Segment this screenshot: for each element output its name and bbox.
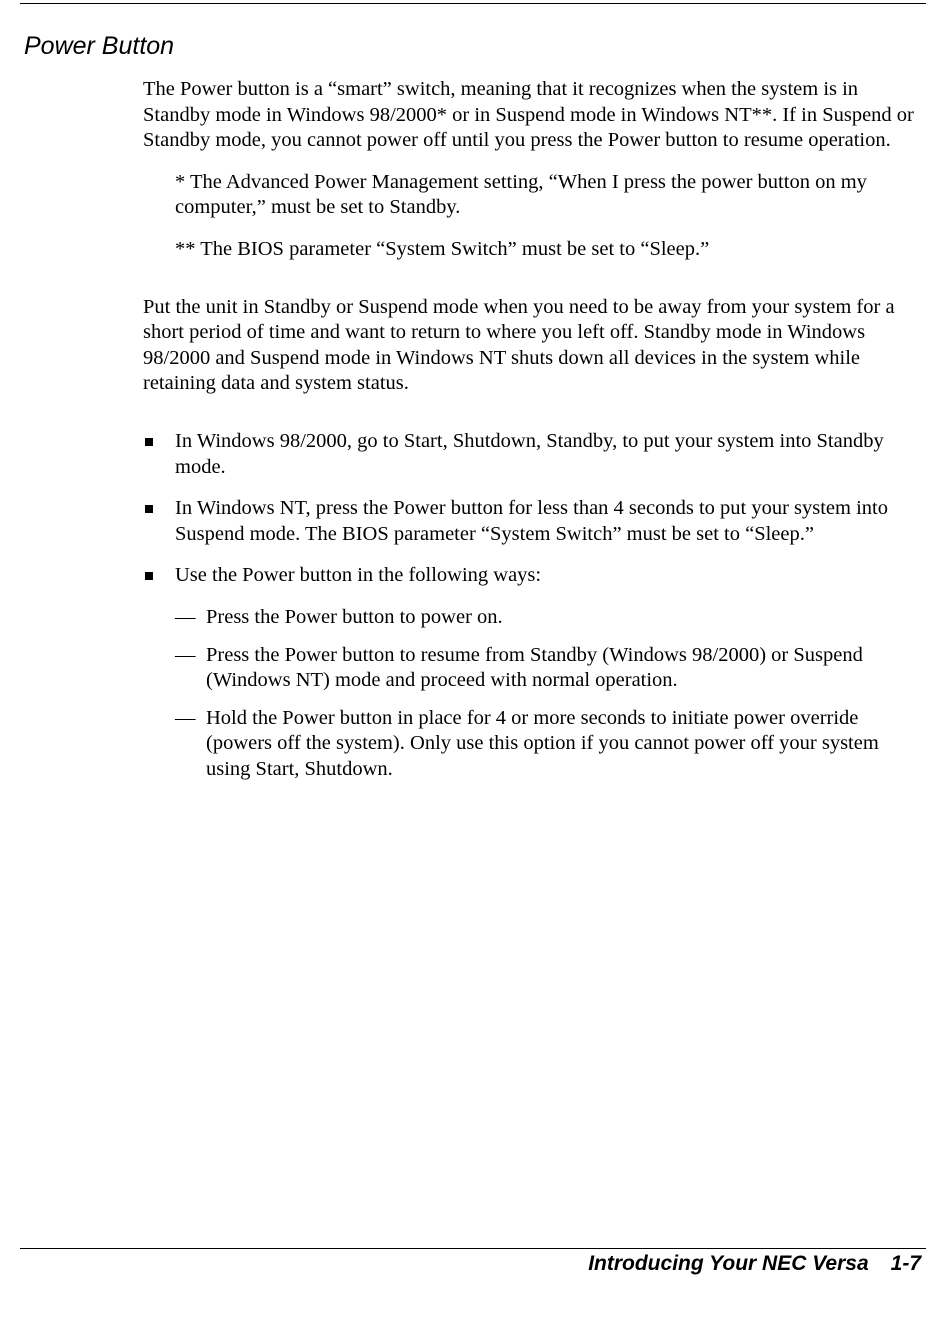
square-bullet-icon	[145, 505, 153, 513]
page-number: 1-7	[890, 1252, 921, 1275]
em-dash-marker: —	[175, 706, 196, 729]
square-bullet-icon	[145, 438, 153, 446]
dash-list-item	[143, 605, 923, 631]
em-dash-marker: —	[175, 605, 196, 628]
top-rule	[20, 3, 926, 4]
dash-item-text: Press the Power button to resume from Standby (Windows 98/2000) or Suspend (Windows NT) mode and proceed with normal operation.	[206, 643, 863, 692]
bullet-item	[143, 563, 923, 589]
footer-title: Introducing Your NEC Versa	[588, 1252, 869, 1275]
bullet-text: In Windows NT, press the Power button for less than 4 seconds to put your system into Suspend mode. The BIOS parameter “System Switch” must be set to “Sleep.”	[175, 497, 888, 545]
footnote-windows-98-2000: * The Advanced Power Management setting, “When I press the power button on my computer,” must be set to Standby.	[175, 170, 867, 219]
body-content	[143, 77, 923, 794]
section-title: Power Button	[24, 32, 175, 60]
dash-item-text: Hold the Power button in place for 4 or more seconds to initiate power override (powers off the system). Only use this option if you cannot power off your system using Start, Shutdown.	[206, 706, 879, 780]
bullet-text: Use the Power button in the following ways:	[175, 564, 542, 587]
dash-item-text: Press the Power button to power on.	[206, 605, 503, 628]
standby-suspend-paragraph: Put the unit in Standby or Suspend mode when you need to be away from your system for a short period of time and want to return to where you left off. Standby mode in Windows 98/2000 and Suspend mode in Windows NT shuts down all devices in the system while retaining data and system status.	[143, 295, 895, 395]
bottom-rule	[20, 1248, 926, 1249]
dash-list-item	[143, 706, 923, 783]
dash-list-item	[143, 643, 923, 694]
footnote-windows-nt: ** The BIOS parameter “System Switch” must be set to “Sleep.”	[175, 237, 710, 260]
bullet-text: In Windows 98/2000, go to Start, Shutdown, Standby, to put your system into Standby mode.	[175, 429, 884, 478]
page-footer	[588, 1250, 921, 1278]
bullet-item	[143, 496, 923, 547]
bullet-item	[143, 429, 923, 480]
square-bullet-icon	[145, 572, 153, 580]
em-dash-marker: —	[175, 643, 196, 666]
intro-paragraph: The Power button is a “smart” switch, meaning that it recognizes when the system is in Standby mode in Windows 98/2000* or in Suspend mode in Windows NT**. If in Suspend or Standby mode, you cannot power off until you press the Power button to resume operation.	[143, 78, 914, 152]
